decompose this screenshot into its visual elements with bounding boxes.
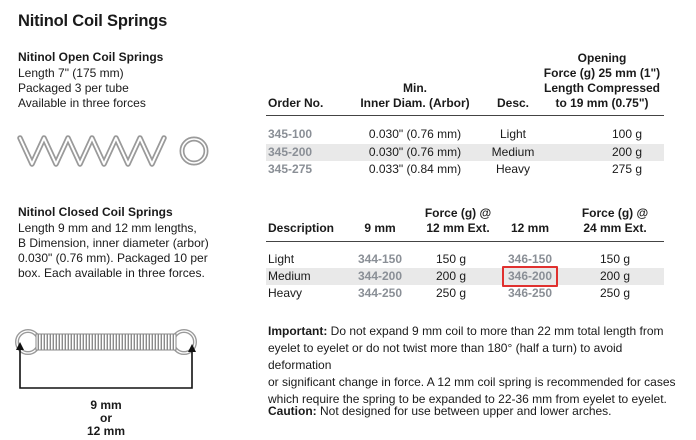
force-desc: Light — [499, 127, 527, 141]
page-title: Nitinol Coil Springs — [18, 12, 168, 30]
col-desc: Desc. — [496, 96, 530, 110]
closed-coil-heading: Nitinol Closed Coil Springs — [18, 205, 173, 219]
force-desc: Medium — [491, 145, 535, 159]
caution-note — [268, 403, 688, 420]
force-value: 200 g — [435, 269, 466, 283]
closed-coil-line: 0.030" (0.76 mm). Packaged 10 per — [18, 251, 208, 265]
order-number-9mm: 344-200 — [357, 269, 403, 283]
col-description: Description — [268, 221, 335, 235]
closed-coil-spring-illustration — [10, 324, 206, 404]
table-rule — [266, 115, 664, 116]
col-inner-diam: Inner Diam. (Arbor) — [360, 96, 470, 110]
diagram-length-label: 12 mm — [86, 424, 126, 438]
order-number: 345-200 — [268, 145, 313, 159]
order-number-12mm: 346-200 — [507, 269, 553, 283]
force-desc: Heavy — [495, 162, 530, 176]
col-12mm: 12 mm — [510, 221, 550, 235]
order-number: 345-100 — [268, 127, 313, 141]
important-text: Do not expand 9 mm coil to more than 22 mm total length from — [327, 324, 664, 338]
force-value: 250 g — [599, 286, 630, 300]
col-9mm: 9 mm — [364, 221, 396, 235]
important-label: Important: — [268, 324, 328, 338]
force-value: 275 g — [611, 162, 642, 176]
force-value: 200 g — [599, 269, 630, 283]
order-number-12mm: 346-250 — [507, 286, 553, 300]
col-force-12-top: Force (g) @ — [424, 206, 492, 220]
open-coil-line: Length 7" (175 mm) — [18, 66, 124, 80]
force-value: 250 g — [435, 286, 466, 300]
inner-diameter: 0.030" (0.76 mm) — [368, 127, 462, 141]
important-text: which require the spring to be expanded to 22-36 mm from eyelet to eyelet. — [268, 392, 667, 406]
force-value: 150 g — [435, 252, 466, 266]
important-text: or significant change in force. A 12 mm coil spring is recommended for cases — [268, 375, 676, 389]
col-force-24-top: Force (g) @ — [581, 206, 649, 220]
closed-coil-line: B Dimension, inner diameter (arbor) — [18, 236, 209, 250]
force-desc: Medium — [268, 269, 311, 283]
closed-coil-line: Length 9 mm and 12 mm lengths, — [18, 221, 197, 235]
highlight-box — [502, 266, 558, 287]
col-inner-diam-top: Min. — [403, 81, 427, 95]
open-coil-line: Available in three forces — [18, 96, 146, 110]
important-note — [268, 323, 688, 408]
order-number: 345-275 — [268, 162, 313, 176]
caution-label: Caution: — [268, 404, 317, 418]
open-coil-line: Packaged 3 per tube — [18, 81, 129, 95]
col-force-12: 12 mm Ext. — [426, 221, 490, 235]
force-value: 100 g — [611, 127, 642, 141]
col-force-24: 24 mm Ext. — [583, 221, 647, 235]
caution-text: Not designed for use between upper and lower arches. — [316, 404, 612, 418]
open-coil-heading: Nitinol Open Coil Springs — [18, 50, 164, 64]
col-order-no: Order No. — [268, 96, 324, 110]
order-number-9mm: 344-250 — [357, 286, 403, 300]
order-number-12mm: 346-150 — [507, 252, 553, 266]
closed-coil-line: box. Each available in three forces. — [18, 266, 205, 280]
important-text: eyelet to eyelet or do not twist more than 180° (half a turn) to avoid deformation — [268, 341, 623, 372]
col-force-line1: Opening — [577, 51, 627, 65]
table-rule — [266, 241, 664, 242]
open-coil-spring-illustration — [16, 128, 216, 174]
col-force-line3: Length Compressed — [543, 81, 660, 95]
inner-diameter: 0.033" (0.84 mm) — [368, 162, 462, 176]
force-desc: Light — [268, 252, 295, 266]
col-force-line4: to 19 mm (0.75") — [555, 96, 649, 110]
force-value: 200 g — [611, 145, 642, 159]
col-force-line2: Force (g) 25 mm (1") — [543, 66, 661, 80]
inner-diameter: 0.030" (0.76 mm) — [368, 145, 462, 159]
force-value: 150 g — [599, 252, 630, 266]
diagram-length-label: or — [100, 411, 112, 425]
diagram-length-label: 9 mm — [90, 398, 122, 412]
order-number-9mm: 344-150 — [357, 252, 403, 266]
force-desc: Heavy — [268, 286, 303, 300]
